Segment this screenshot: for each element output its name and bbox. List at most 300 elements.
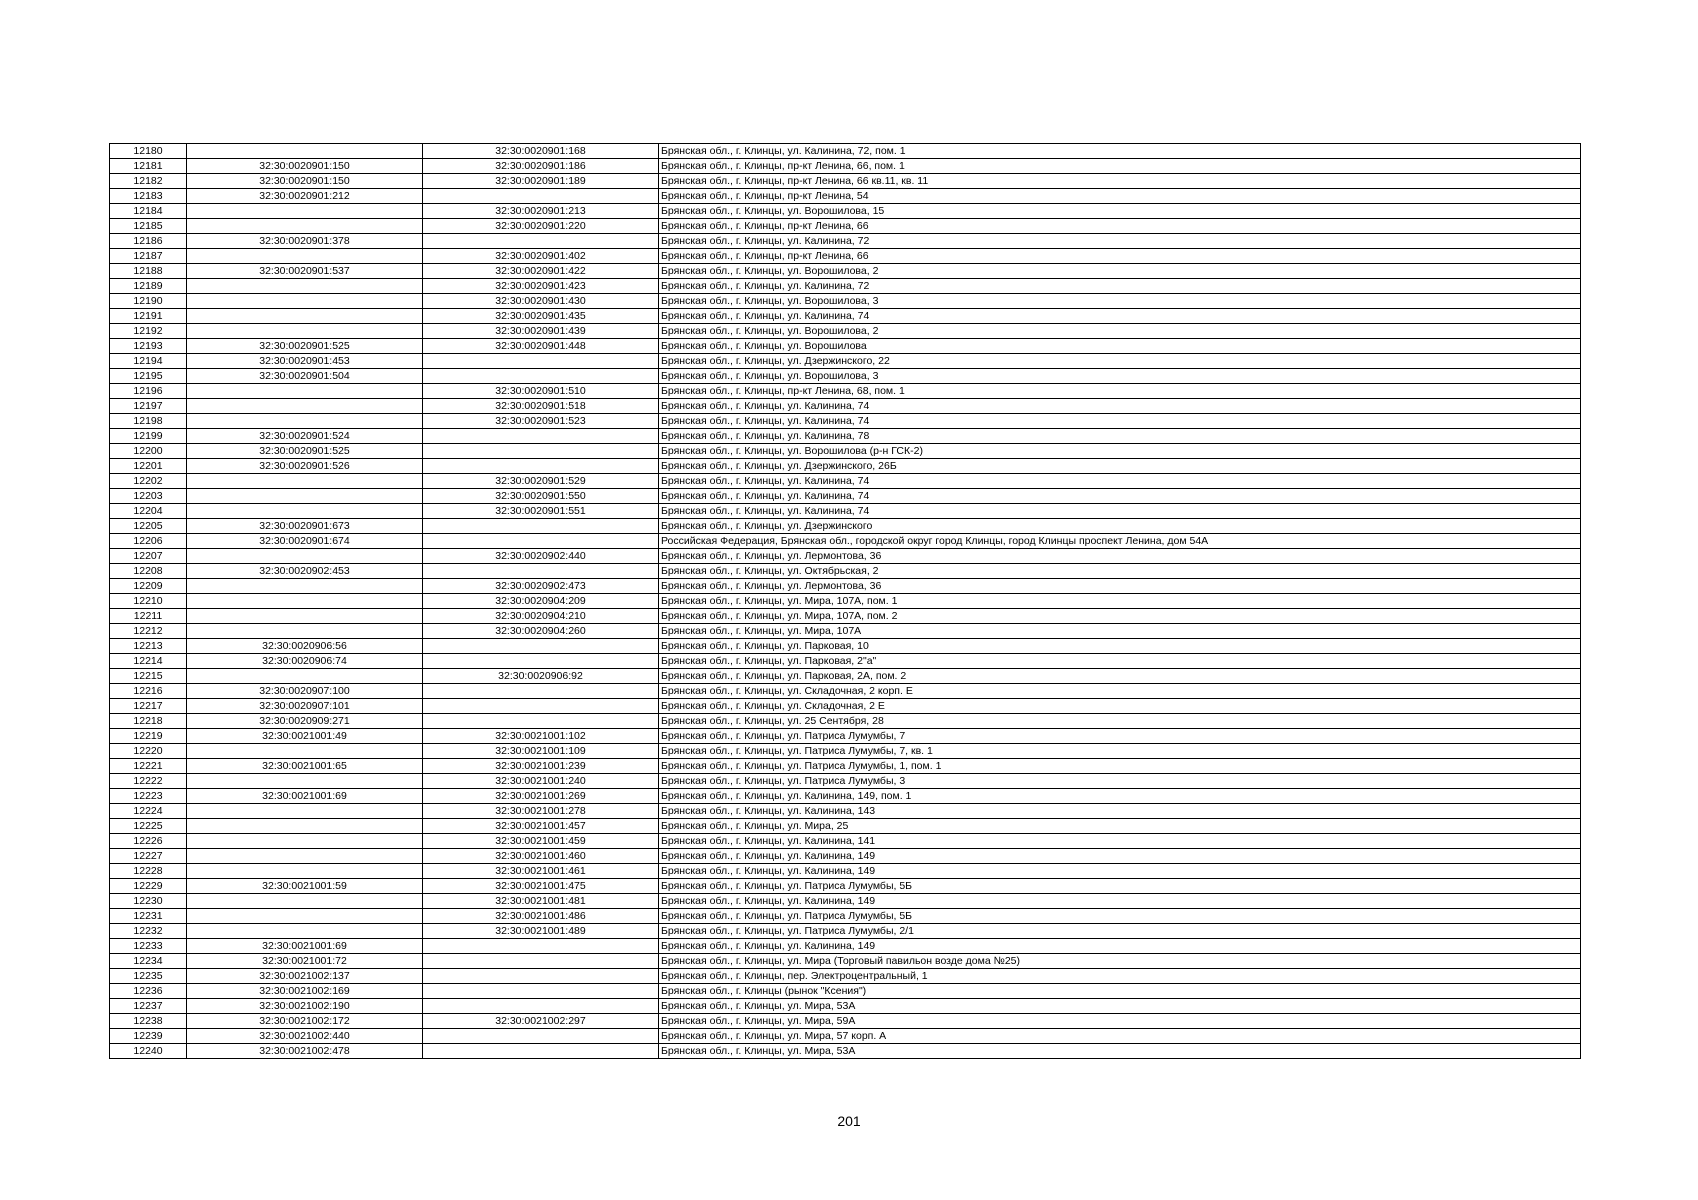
object-cadastral-number-cell: 32:30:0020901:220 (423, 219, 659, 234)
land-cadastral-number-cell (187, 204, 423, 219)
object-cadastral-number-cell: 32:30:0020901:439 (423, 324, 659, 339)
object-cadastral-number-cell: 32:30:0020901:518 (423, 399, 659, 414)
address-cell: Брянская обл., г. Клинцы, ул. Калинина, 72 (659, 279, 1581, 294)
table-row (110, 189, 1581, 204)
address-cell: Брянская обл., г. Клинцы, ул. Мира, 53А (659, 1044, 1581, 1059)
address-cell: Брянская обл., г. Клинцы, ул. Складочная, 2 Е (659, 699, 1581, 714)
address-cell: Брянская обл., г. Клинцы, ул. Мира, 25 (659, 819, 1581, 834)
table-row (110, 924, 1581, 939)
object-cadastral-number-cell (423, 1029, 659, 1044)
row-number-cell: 12218 (110, 714, 187, 729)
table-row (110, 849, 1581, 864)
address-cell: Брянская обл., г. Клинцы, пр-кт Ленина, 68, пом. 1 (659, 384, 1581, 399)
address-cell: Брянская обл., г. Клинцы, ул. Калинина, 141 (659, 834, 1581, 849)
land-cadastral-number-cell: 32:30:0021001:69 (187, 939, 423, 954)
object-cadastral-number-cell: 32:30:0021001:489 (423, 924, 659, 939)
address-cell: Брянская обл., г. Клинцы, ул. Дзержинского (659, 519, 1581, 534)
table-row (110, 489, 1581, 504)
address-cell: Брянская обл., г. Клинцы, пр-кт Ленина, 66 кв.11, кв. 11 (659, 174, 1581, 189)
address-cell: Брянская обл., г. Клинцы, ул. Патриса Лумумбы, 5Б (659, 909, 1581, 924)
land-cadastral-number-cell (187, 294, 423, 309)
table-row (110, 774, 1581, 789)
row-number-cell: 12225 (110, 819, 187, 834)
object-cadastral-number-cell: 32:30:0021001:460 (423, 849, 659, 864)
row-number-cell: 12188 (110, 264, 187, 279)
registry-table (109, 143, 1581, 1059)
address-cell: Брянская обл., г. Клинцы, ул. 25 Сентября, 28 (659, 714, 1581, 729)
land-cadastral-number-cell (187, 144, 423, 159)
object-cadastral-number-cell (423, 189, 659, 204)
object-cadastral-number-cell: 32:30:0021001:102 (423, 729, 659, 744)
land-cadastral-number-cell (187, 834, 423, 849)
land-cadastral-number-cell: 32:30:0020901:150 (187, 159, 423, 174)
address-cell: Брянская обл., г. Клинцы, ул. Парковая, 2"а" (659, 654, 1581, 669)
address-cell: Брянская обл., г. Клинцы, ул. Калинина, 74 (659, 309, 1581, 324)
address-cell: Брянская обл., г. Клинцы, ул. Калинина, 149, пом. 1 (659, 789, 1581, 804)
object-cadastral-number-cell: 32:30:0020902:473 (423, 579, 659, 594)
land-cadastral-number-cell: 32:30:0020901:378 (187, 234, 423, 249)
table-row (110, 234, 1581, 249)
row-number-cell: 12192 (110, 324, 187, 339)
land-cadastral-number-cell (187, 894, 423, 909)
address-cell: Брянская обл., г. Клинцы, ул. Ворошилова (р-н ГСК-2) (659, 444, 1581, 459)
row-number-cell: 12235 (110, 969, 187, 984)
row-number-cell: 12238 (110, 1014, 187, 1029)
table-row (110, 144, 1581, 159)
table-row (110, 654, 1581, 669)
address-cell: Брянская обл., г. Клинцы, ул. Ворошилова (659, 339, 1581, 354)
address-cell: Брянская обл., г. Клинцы, ул. Патриса Лумумбы, 1, пом. 1 (659, 759, 1581, 774)
address-cell: Брянская обл., г. Клинцы, ул. Мира, 53А (659, 999, 1581, 1014)
address-cell: Брянская обл., г. Клинцы, ул. Парковая, 2А, пом. 2 (659, 669, 1581, 684)
object-cadastral-number-cell: 32:30:0020901:551 (423, 504, 659, 519)
object-cadastral-number-cell: 32:30:0020901:448 (423, 339, 659, 354)
land-cadastral-number-cell: 32:30:0020906:74 (187, 654, 423, 669)
object-cadastral-number-cell: 32:30:0020901:422 (423, 264, 659, 279)
table-row (110, 954, 1581, 969)
table-row (110, 759, 1581, 774)
object-cadastral-number-cell (423, 714, 659, 729)
table-row (110, 894, 1581, 909)
land-cadastral-number-cell: 32:30:0021001:69 (187, 789, 423, 804)
table-row (110, 159, 1581, 174)
row-number-cell: 12223 (110, 789, 187, 804)
object-cadastral-number-cell: 32:30:0021001:269 (423, 789, 659, 804)
address-cell: Брянская обл., г. Клинцы, пр-кт Ленина, 54 (659, 189, 1581, 204)
address-cell: Брянская обл., г. Клинцы, ул. Калинина, 72 (659, 234, 1581, 249)
land-cadastral-number-cell: 32:30:0021001:49 (187, 729, 423, 744)
object-cadastral-number-cell: 32:30:0020901:186 (423, 159, 659, 174)
row-number-cell: 12212 (110, 624, 187, 639)
table-row (110, 729, 1581, 744)
land-cadastral-number-cell (187, 249, 423, 264)
object-cadastral-number-cell: 32:30:0020901:168 (423, 144, 659, 159)
table-row (110, 369, 1581, 384)
object-cadastral-number-cell: 32:30:0020901:213 (423, 204, 659, 219)
object-cadastral-number-cell: 32:30:0020904:209 (423, 594, 659, 609)
table-row (110, 264, 1581, 279)
row-number-cell: 12216 (110, 684, 187, 699)
table-row (110, 819, 1581, 834)
row-number-cell: 12182 (110, 174, 187, 189)
object-cadastral-number-cell: 32:30:0020901:435 (423, 309, 659, 324)
land-cadastral-number-cell (187, 549, 423, 564)
object-cadastral-number-cell: 32:30:0021001:278 (423, 804, 659, 819)
land-cadastral-number-cell (187, 804, 423, 819)
land-cadastral-number-cell: 32:30:0020907:101 (187, 699, 423, 714)
row-number-cell: 12180 (110, 144, 187, 159)
table-row (110, 1044, 1581, 1059)
row-number-cell: 12208 (110, 564, 187, 579)
land-cadastral-number-cell (187, 504, 423, 519)
table-row (110, 804, 1581, 819)
row-number-cell: 12228 (110, 864, 187, 879)
address-cell: Брянская обл., г. Клинцы, ул. Ворошилова, 2 (659, 324, 1581, 339)
land-cadastral-number-cell: 32:30:0021001:72 (187, 954, 423, 969)
table-row (110, 594, 1581, 609)
table-row (110, 714, 1581, 729)
land-cadastral-number-cell (187, 774, 423, 789)
land-cadastral-number-cell (187, 594, 423, 609)
table-row (110, 879, 1581, 894)
land-cadastral-number-cell (187, 669, 423, 684)
address-cell: Брянская обл., г. Клинцы (рынок "Ксения") (659, 984, 1581, 999)
row-number-cell: 12229 (110, 879, 187, 894)
object-cadastral-number-cell: 32:30:0020901:550 (423, 489, 659, 504)
address-cell: Брянская обл., г. Клинцы, ул. Калинина, 74 (659, 504, 1581, 519)
row-number-cell: 12191 (110, 309, 187, 324)
table-row (110, 429, 1581, 444)
row-number-cell: 12240 (110, 1044, 187, 1059)
land-cadastral-number-cell: 32:30:0020901:212 (187, 189, 423, 204)
land-cadastral-number-cell: 32:30:0020901:537 (187, 264, 423, 279)
land-cadastral-number-cell: 32:30:0020901:526 (187, 459, 423, 474)
land-cadastral-number-cell (187, 849, 423, 864)
address-cell: Брянская обл., г. Клинцы, ул. Калинина, 149 (659, 864, 1581, 879)
object-cadastral-number-cell: 32:30:0020901:523 (423, 414, 659, 429)
object-cadastral-number-cell (423, 459, 659, 474)
row-number-cell: 12236 (110, 984, 187, 999)
table-row (110, 279, 1581, 294)
address-cell: Брянская обл., г. Клинцы, ул. Мира, 59А (659, 1014, 1581, 1029)
address-cell: Брянская обл., г. Клинцы, пр-кт Ленина, 66 (659, 219, 1581, 234)
table-row (110, 909, 1581, 924)
land-cadastral-number-cell: 32:30:0020901:525 (187, 339, 423, 354)
address-cell: Брянская обл., г. Клинцы, ул. Мира, 107А, пом. 1 (659, 594, 1581, 609)
object-cadastral-number-cell: 32:30:0020901:430 (423, 294, 659, 309)
row-number-cell: 12203 (110, 489, 187, 504)
object-cadastral-number-cell (423, 654, 659, 669)
address-cell: Брянская обл., г. Клинцы, ул. Мира, 57 корп. А (659, 1029, 1581, 1044)
land-cadastral-number-cell: 32:30:0020901:453 (187, 354, 423, 369)
row-number-cell: 12230 (110, 894, 187, 909)
address-cell: Брянская обл., г. Клинцы, ул. Дзержинского, 22 (659, 354, 1581, 369)
address-cell: Брянская обл., г. Клинцы, ул. Лермонтова, 36 (659, 549, 1581, 564)
object-cadastral-number-cell (423, 999, 659, 1014)
land-cadastral-number-cell: 32:30:0020901:524 (187, 429, 423, 444)
address-cell: Брянская обл., г. Клинцы, ул. Октябрьская, 2 (659, 564, 1581, 579)
land-cadastral-number-cell: 32:30:0021001:65 (187, 759, 423, 774)
row-number-cell: 12237 (110, 999, 187, 1014)
table-row (110, 1029, 1581, 1044)
row-number-cell: 12227 (110, 849, 187, 864)
land-cadastral-number-cell (187, 414, 423, 429)
table-row (110, 834, 1581, 849)
address-cell: Брянская обл., г. Клинцы, ул. Калинина, 74 (659, 489, 1581, 504)
land-cadastral-number-cell: 32:30:0021002:169 (187, 984, 423, 999)
table-row (110, 864, 1581, 879)
registry-table-body (110, 144, 1581, 1059)
table-row (110, 504, 1581, 519)
table-row (110, 459, 1581, 474)
object-cadastral-number-cell: 32:30:0021001:239 (423, 759, 659, 774)
row-number-cell: 12200 (110, 444, 187, 459)
table-row (110, 519, 1581, 534)
table-row (110, 204, 1581, 219)
address-cell: Брянская обл., г. Клинцы, ул. Калинина, 74 (659, 474, 1581, 489)
land-cadastral-number-cell (187, 744, 423, 759)
object-cadastral-number-cell (423, 939, 659, 954)
table-row (110, 549, 1581, 564)
row-number-cell: 12198 (110, 414, 187, 429)
address-cell: Брянская обл., г. Клинцы, ул. Мира, 107А (659, 624, 1581, 639)
row-number-cell: 12232 (110, 924, 187, 939)
row-number-cell: 12233 (110, 939, 187, 954)
table-row (110, 309, 1581, 324)
address-cell: Брянская обл., г. Клинцы, ул. Ворошилова, 3 (659, 369, 1581, 384)
land-cadastral-number-cell (187, 924, 423, 939)
row-number-cell: 12209 (110, 579, 187, 594)
address-cell: Брянская обл., г. Клинцы, ул. Дзержинского, 26Б (659, 459, 1581, 474)
table-row (110, 624, 1581, 639)
table-row (110, 1014, 1581, 1029)
table-row (110, 744, 1581, 759)
table-row (110, 699, 1581, 714)
address-cell: Брянская обл., г. Клинцы, ул. Калинина, 149 (659, 939, 1581, 954)
row-number-cell: 12181 (110, 159, 187, 174)
table-row (110, 534, 1581, 549)
land-cadastral-number-cell (187, 909, 423, 924)
row-number-cell: 12219 (110, 729, 187, 744)
row-number-cell: 12194 (110, 354, 187, 369)
land-cadastral-number-cell (187, 864, 423, 879)
row-number-cell: 12190 (110, 294, 187, 309)
land-cadastral-number-cell: 32:30:0021002:478 (187, 1044, 423, 1059)
land-cadastral-number-cell (187, 579, 423, 594)
row-number-cell: 12195 (110, 369, 187, 384)
object-cadastral-number-cell (423, 564, 659, 579)
row-number-cell: 12215 (110, 669, 187, 684)
land-cadastral-number-cell (187, 624, 423, 639)
address-cell: Брянская обл., г. Клинцы, ул. Ворошилова, 3 (659, 294, 1581, 309)
row-number-cell: 12184 (110, 204, 187, 219)
object-cadastral-number-cell: 32:30:0020901:529 (423, 474, 659, 489)
table-row (110, 639, 1581, 654)
table-row (110, 219, 1581, 234)
land-cadastral-number-cell (187, 609, 423, 624)
object-cadastral-number-cell: 32:30:0021001:486 (423, 909, 659, 924)
table-row (110, 474, 1581, 489)
table-row (110, 174, 1581, 189)
address-cell: Брянская обл., г. Клинцы, ул. Калинина, 143 (659, 804, 1581, 819)
land-cadastral-number-cell (187, 819, 423, 834)
land-cadastral-number-cell (187, 219, 423, 234)
table-row (110, 249, 1581, 264)
land-cadastral-number-cell (187, 324, 423, 339)
row-number-cell: 12196 (110, 384, 187, 399)
object-cadastral-number-cell (423, 534, 659, 549)
land-cadastral-number-cell: 32:30:0021002:190 (187, 999, 423, 1014)
object-cadastral-number-cell: 32:30:0021001:457 (423, 819, 659, 834)
row-number-cell: 12234 (110, 954, 187, 969)
address-cell: Брянская обл., г. Клинцы, ул. Калинина, 149 (659, 849, 1581, 864)
object-cadastral-number-cell (423, 234, 659, 249)
table-row (110, 354, 1581, 369)
object-cadastral-number-cell: 32:30:0021001:459 (423, 834, 659, 849)
object-cadastral-number-cell (423, 444, 659, 459)
land-cadastral-number-cell (187, 279, 423, 294)
row-number-cell: 12217 (110, 699, 187, 714)
row-number-cell: 12214 (110, 654, 187, 669)
row-number-cell: 12205 (110, 519, 187, 534)
object-cadastral-number-cell (423, 354, 659, 369)
address-cell: Брянская обл., г. Клинцы, ул. Лермонтова, 36 (659, 579, 1581, 594)
row-number-cell: 12206 (110, 534, 187, 549)
address-cell: Брянская обл., г. Клинцы, ул. Калинина, 74 (659, 399, 1581, 414)
object-cadastral-number-cell (423, 369, 659, 384)
object-cadastral-number-cell (423, 684, 659, 699)
land-cadastral-number-cell: 32:30:0020907:100 (187, 684, 423, 699)
row-number-cell: 12211 (110, 609, 187, 624)
object-cadastral-number-cell (423, 429, 659, 444)
row-number-cell: 12187 (110, 249, 187, 264)
land-cadastral-number-cell: 32:30:0021002:172 (187, 1014, 423, 1029)
land-cadastral-number-cell (187, 309, 423, 324)
object-cadastral-number-cell (423, 699, 659, 714)
row-number-cell: 12213 (110, 639, 187, 654)
row-number-cell: 12199 (110, 429, 187, 444)
address-cell: Брянская обл., г. Клинцы, ул. Складочная, 2 корп. Е (659, 684, 1581, 699)
land-cadastral-number-cell: 32:30:0020901:525 (187, 444, 423, 459)
address-cell: Брянская обл., г. Клинцы, ул. Ворошилова, 15 (659, 204, 1581, 219)
page-number: 201 (837, 1113, 861, 1129)
row-number-cell: 12224 (110, 804, 187, 819)
row-number-cell: 12220 (110, 744, 187, 759)
object-cadastral-number-cell (423, 954, 659, 969)
table-row (110, 294, 1581, 309)
table-row (110, 999, 1581, 1014)
row-number-cell: 12197 (110, 399, 187, 414)
land-cadastral-number-cell: 32:30:0020902:453 (187, 564, 423, 579)
object-cadastral-number-cell: 32:30:0021001:240 (423, 774, 659, 789)
row-number-cell: 12221 (110, 759, 187, 774)
land-cadastral-number-cell (187, 384, 423, 399)
address-cell: Брянская обл., г. Клинцы, ул. Мира, 107А, пом. 2 (659, 609, 1581, 624)
address-cell: Брянская обл., г. Клинцы, пер. Электроцентральный, 1 (659, 969, 1581, 984)
table-row (110, 609, 1581, 624)
address-cell: Брянская обл., г. Клинцы, ул. Калинина, 78 (659, 429, 1581, 444)
row-number-cell: 12189 (110, 279, 187, 294)
object-cadastral-number-cell: 32:30:0020901:423 (423, 279, 659, 294)
table-row (110, 399, 1581, 414)
land-cadastral-number-cell: 32:30:0020901:673 (187, 519, 423, 534)
table-row (110, 444, 1581, 459)
table-row (110, 969, 1581, 984)
address-cell: Российская Федерация, Брянская обл., городской округ город Клинцы, город Клинцы проспект Ленина, дом 54А (659, 534, 1581, 549)
address-cell: Брянская обл., г. Клинцы, ул. Калинина, 72, пом. 1 (659, 144, 1581, 159)
row-number-cell: 12226 (110, 834, 187, 849)
address-cell: Брянская обл., г. Клинцы, пр-кт Ленина, 66, пом. 1 (659, 159, 1581, 174)
land-cadastral-number-cell: 32:30:0020909:271 (187, 714, 423, 729)
object-cadastral-number-cell: 32:30:0020902:440 (423, 549, 659, 564)
address-cell: Брянская обл., г. Клинцы, ул. Патриса Лумумбы, 7 (659, 729, 1581, 744)
land-cadastral-number-cell: 32:30:0020901:150 (187, 174, 423, 189)
land-cadastral-number-cell: 32:30:0020901:504 (187, 369, 423, 384)
address-cell: Брянская обл., г. Клинцы, ул. Патриса Лумумбы, 7, кв. 1 (659, 744, 1581, 759)
table-row (110, 669, 1581, 684)
row-number-cell: 12186 (110, 234, 187, 249)
row-number-cell: 12239 (110, 1029, 187, 1044)
row-number-cell: 12185 (110, 219, 187, 234)
table-row (110, 564, 1581, 579)
address-cell: Брянская обл., г. Клинцы, ул. Мира (Торговый павильон возде дома №25) (659, 954, 1581, 969)
address-cell: Брянская обл., г. Клинцы, ул. Ворошилова, 2 (659, 264, 1581, 279)
land-cadastral-number-cell (187, 489, 423, 504)
object-cadastral-number-cell (423, 984, 659, 999)
object-cadastral-number-cell: 32:30:0020901:189 (423, 174, 659, 189)
row-number-cell: 12204 (110, 504, 187, 519)
row-number-cell: 12222 (110, 774, 187, 789)
object-cadastral-number-cell: 32:30:0020906:92 (423, 669, 659, 684)
table-row (110, 384, 1581, 399)
object-cadastral-number-cell: 32:30:0021001:475 (423, 879, 659, 894)
table-row (110, 414, 1581, 429)
address-cell: Брянская обл., г. Клинцы, ул. Парковая, 10 (659, 639, 1581, 654)
object-cadastral-number-cell: 32:30:0020901:510 (423, 384, 659, 399)
object-cadastral-number-cell (423, 639, 659, 654)
address-cell: Брянская обл., г. Клинцы, ул. Патриса Лумумбы, 5Б (659, 879, 1581, 894)
row-number-cell: 12207 (110, 549, 187, 564)
table-row (110, 324, 1581, 339)
row-number-cell: 12193 (110, 339, 187, 354)
object-cadastral-number-cell: 32:30:0021001:481 (423, 894, 659, 909)
row-number-cell: 12231 (110, 909, 187, 924)
address-cell: Брянская обл., г. Клинцы, ул. Патриса Лумумбы, 2/1 (659, 924, 1581, 939)
table-row (110, 684, 1581, 699)
object-cadastral-number-cell (423, 1044, 659, 1059)
land-cadastral-number-cell: 32:30:0020901:674 (187, 534, 423, 549)
address-cell: Брянская обл., г. Клинцы, пр-кт Ленина, 66 (659, 249, 1581, 264)
row-number-cell: 12183 (110, 189, 187, 204)
object-cadastral-number-cell: 32:30:0020904:260 (423, 624, 659, 639)
land-cadastral-number-cell (187, 474, 423, 489)
object-cadastral-number-cell: 32:30:0021001:461 (423, 864, 659, 879)
object-cadastral-number-cell (423, 519, 659, 534)
address-cell: Брянская обл., г. Клинцы, ул. Калинина, 149 (659, 894, 1581, 909)
address-cell: Брянская обл., г. Клинцы, ул. Патриса Лумумбы, 3 (659, 774, 1581, 789)
table-row (110, 984, 1581, 999)
object-cadastral-number-cell: 32:30:0021002:297 (423, 1014, 659, 1029)
object-cadastral-number-cell: 32:30:0020904:210 (423, 609, 659, 624)
row-number-cell: 12202 (110, 474, 187, 489)
land-cadastral-number-cell (187, 399, 423, 414)
object-cadastral-number-cell (423, 969, 659, 984)
land-cadastral-number-cell: 32:30:0021002:440 (187, 1029, 423, 1044)
table-row (110, 789, 1581, 804)
object-cadastral-number-cell: 32:30:0021001:109 (423, 744, 659, 759)
address-cell: Брянская обл., г. Клинцы, ул. Калинина, 74 (659, 414, 1581, 429)
object-cadastral-number-cell: 32:30:0020901:402 (423, 249, 659, 264)
